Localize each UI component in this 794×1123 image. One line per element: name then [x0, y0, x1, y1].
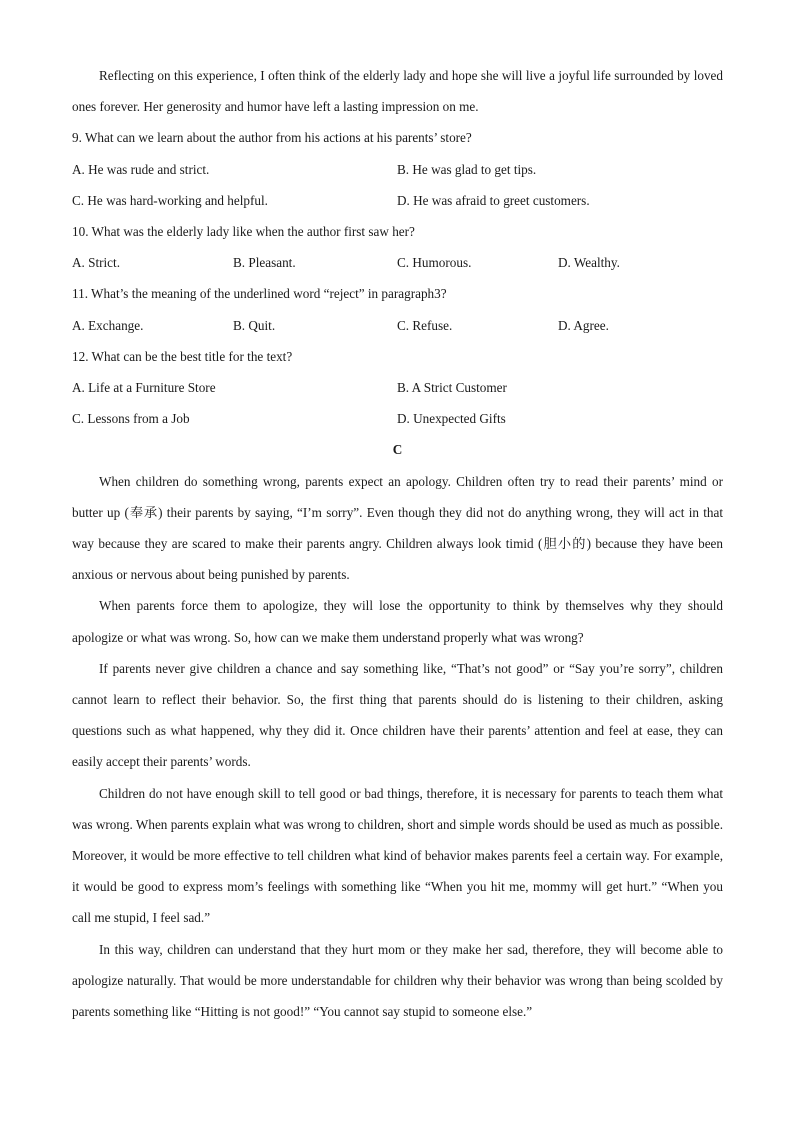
option-d: D. Agree.: [558, 317, 609, 333]
question-9: [72, 122, 723, 216]
option-c: C. Humorous.: [397, 255, 472, 271]
options-row: [72, 247, 723, 278]
section-c-paragraph-1: When children do something wrong, parents expect an apology. Children often try to read their parents’ mind or butter up (奉承) their parents by saying, “I’m sorry”. Even though they did not do anything wrong, they will act in that way because they are scared to make their parents angry. Children always look timid (胆小的) because they have been anxious or nervous about being punished by parents.: [72, 473, 723, 583]
question-12: [72, 341, 723, 435]
option-b: B. A Strict Customer: [397, 379, 507, 395]
options-row: [72, 310, 723, 341]
options-row: [72, 185, 723, 216]
option-a: A. Exchange.: [72, 317, 144, 333]
option-c: C. Refuse.: [397, 317, 453, 333]
question-stem: 10. What was the elderly lady like when the author first saw her?: [72, 223, 415, 239]
options-row: [72, 403, 723, 434]
option-b: B. Quit.: [233, 317, 276, 333]
option-d: D. Unexpected Gifts: [397, 411, 506, 427]
document-page: [72, 60, 723, 1027]
option-c: C. He was hard-working and helpful.: [72, 192, 268, 208]
section-c-paragraph-5: In this way, children can understand that they hurt mom or they make her sad, therefore, they will become able to apologize naturally. That would be more understandable for children why their behavior was wrong than being scolded by parents something like “Hitting is not good!” “You cannot say stupid to someone else.”: [72, 941, 723, 1019]
option-b: B. He was glad to get tips.: [397, 161, 537, 177]
section-c-paragraph-2: When parents force them to apologize, they will lose the opportunity to think by themselves why they should apologize or what was wrong. So, how can we make them understand properly what was wrong?: [72, 598, 723, 645]
question-stem: 9. What can we learn about the author from his actions at his parents’ store?: [72, 130, 472, 146]
option-d: D. He was afraid to greet customers.: [397, 192, 590, 208]
option-a: A. He was rude and strict.: [72, 161, 210, 177]
question-10: [72, 216, 723, 278]
question-stem: 11. What’s the meaning of the underlined word “reject” in paragraph3?: [72, 286, 447, 302]
question-11: [72, 278, 723, 340]
question-stem: 12. What can be the best title for the text?: [72, 348, 293, 364]
option-a: A. Life at a Furniture Store: [72, 379, 216, 395]
section-c-paragraph-3: If parents never give children a chance and say something like, “That’s not good” or “Say you’re sorry”, children cannot learn to reflect their behavior. So, the first thing that parents should do is listening to their children, asking questions such as what happened, why they did it. Once children have their parents’ attention and feel at ease, they can easily accept their parents’ words.: [72, 660, 723, 770]
option-c: C. Lessons from a Job: [72, 411, 190, 427]
option-a: A. Strict.: [72, 255, 120, 271]
section-c-paragraph-4: Children do not have enough skill to tell good or bad things, therefore, it is necessary for parents to teach them what was wrong. When parents explain what was wrong to children, short and simple words should be used as much as possible. Moreover, it would be more effective to tell children what kind of behavior makes parents feel a certain way. For example, it would be good to express mom’s feelings with something like “When you hit me, mommy will get hurt.” “When you call me stupid, I feel sad.”: [72, 785, 723, 926]
option-d: D. Wealthy.: [558, 255, 620, 271]
passage-b-closing-paragraph: Reflecting on this experience, I often think of the elderly lady and hope she will live a joyful life surrounded by loved ones forever. Her generosity and humor have left a lasting impression on me.: [72, 68, 723, 115]
option-b: B. Pleasant.: [233, 255, 296, 271]
options-row: [72, 154, 723, 185]
section-heading-c: C: [392, 442, 403, 458]
options-row: [72, 372, 723, 403]
